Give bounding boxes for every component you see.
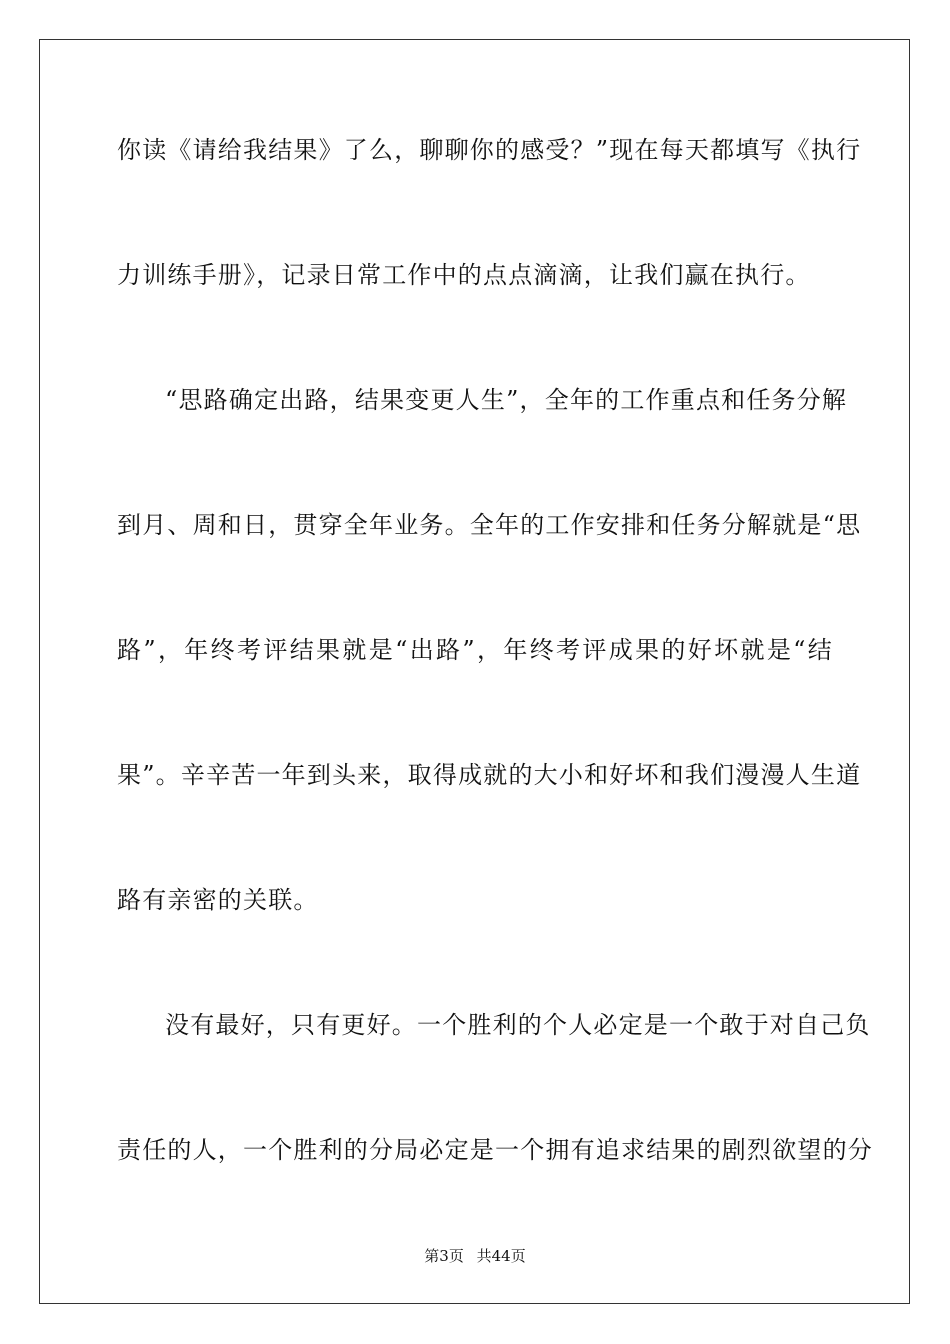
page-footer: [0, 1246, 950, 1266]
page-number: 第3页: [424, 1247, 464, 1265]
text-line-5: 路”，年终考评结果就是“出路”，年终考评成果的好坏就是“结: [117, 636, 833, 664]
text-line-3: “思路确定出路，结果变更人生”，全年的工作重点和任务分解: [165, 386, 848, 414]
text-line-7: 路有亲密的关联。: [117, 886, 319, 914]
text-line-8: 没有最好，只有更好。一个胜利的个人必定是一个敢于对自己负: [165, 1011, 871, 1039]
text-line-2: 力训练手册》，记录日常工作中的点点滴滴，让我们赢在执行。: [117, 261, 811, 289]
text-line-4: 到月、周和日，贯穿全年业务。全年的工作安排和任务分解就是“思: [117, 511, 862, 539]
text-line-9: 责任的人，一个胜利的分局必定是一个拥有追求结果的剧烈欲望的分: [117, 1136, 873, 1164]
text-line-6: 果”。辛辛苦一年到头来，取得成就的大小和好坏和我们漫漫人生道: [117, 761, 862, 789]
page-total: 共44页: [476, 1247, 526, 1265]
page-border: [39, 39, 910, 1304]
text-line-1: 你读《请给我结果》了么，聊聊你的感受？”现在每天都填写《执行: [117, 136, 862, 164]
